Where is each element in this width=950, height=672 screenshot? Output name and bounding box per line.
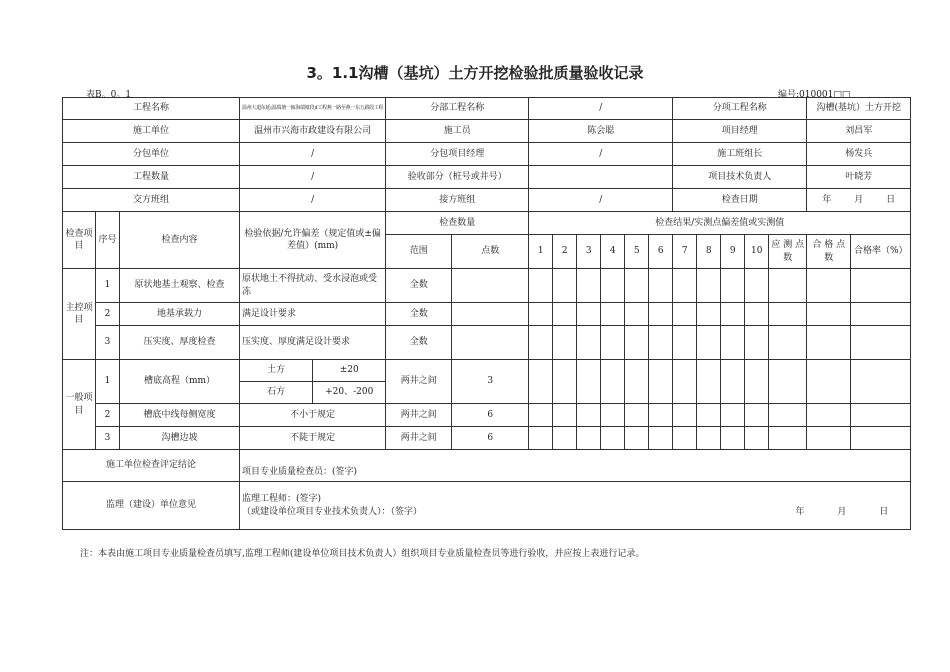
footnote: 注：本表由施工项目专业质量检查员填写,监理工程师(建设单位项目技术负责人）组织项目专业质量检查员等进行验收，并应按上表进行记录。 (80, 549, 645, 559)
col-pass-rate: 合格率（%） (851, 235, 911, 269)
main-row-3-seq: 3 (96, 326, 120, 360)
document-number: 编号:010001□□ (778, 90, 851, 100)
col-item-category: 检查项目 (63, 212, 96, 269)
subitem-label: 分项工程名称 (673, 98, 807, 120)
general-row-1-range: 两井之间 (386, 360, 452, 404)
project-manager-label: 项目经理 (673, 120, 807, 143)
contractor-value: 温州市兴海市政建设有限公司 (240, 120, 386, 143)
main-items-label: 主控项目 (63, 269, 96, 360)
division-value: / (529, 98, 673, 120)
col-qualified-points: 合 格 点 数 (807, 235, 851, 269)
subitem-value: 沟槽(基坑）土方开挖 (807, 98, 911, 120)
col-quantity: 检查数量 (386, 212, 529, 235)
acceptance-part-value (529, 166, 673, 189)
soil-label: 土方 (240, 360, 313, 381)
sub-pm-label: 分包项目经理 (386, 143, 529, 166)
handover-team-value: / (240, 189, 386, 212)
main-row-2-seq: 2 (96, 303, 120, 326)
acceptance-part-label: 验收部分（桩号或井号） (386, 166, 529, 189)
general-row-2-content: 槽底中线每侧宽度 (120, 404, 240, 427)
inspection-date-value: 年 月 日 (807, 189, 911, 212)
supervisor-date: 年 月 日 (795, 506, 889, 517)
supervisor-opinion-cell (240, 482, 911, 530)
col-num-1: 1 (529, 235, 553, 269)
soil-tolerance-cell (240, 360, 386, 382)
general-row-3-basis: 不陡于规定 (240, 427, 386, 450)
general-row-2-seq: 2 (96, 404, 120, 427)
general-row-2-basis: 不小于规定 (240, 404, 386, 427)
rock-value: +20、-200 (325, 387, 374, 398)
general-row-1-seq: 1 (96, 360, 120, 404)
main-row-3-range: 全数 (386, 326, 452, 360)
general-row-1-points: 3 (452, 360, 529, 404)
general-row-3-range: 两井之间 (386, 427, 452, 450)
worker-label: 施工员 (386, 120, 529, 143)
tech-lead-label: 项目技术负责人 (673, 166, 807, 189)
rock-tolerance-cell (240, 382, 386, 404)
main-row-2-content: 地基承载力 (120, 303, 240, 326)
project-name-label: 工程名称 (63, 98, 240, 120)
quantity-label: 工程数量 (63, 166, 240, 189)
project-manager-value: 刘昌军 (807, 120, 911, 143)
team-leader-value: 杨发兵 (807, 143, 911, 166)
general-items-label: 一般项目 (63, 360, 96, 450)
col-results: 检查结果/实测点偏差值或实测值 (529, 212, 911, 235)
col-num-8: 8 (697, 235, 721, 269)
quantity-value: / (240, 166, 386, 189)
form-code: 表B。0。1 (86, 90, 132, 100)
team-leader-label: 施工班组长 (673, 143, 807, 166)
main-row-1-points[interactable] (452, 269, 529, 303)
general-row-2-range: 两井之间 (386, 404, 452, 427)
form-title: 3。1.1沟槽（基坑）土方开挖检验批质量验收记录 (306, 64, 644, 82)
main-row-1-basis: 原状地土不得扰动、受水浸泡或受冻 (240, 269, 386, 303)
col-points: 点数 (452, 235, 529, 269)
col-range: 范围 (386, 235, 452, 269)
supervisor-opinion-label: 监理（建设）单位意见 (63, 482, 240, 530)
col-num-9: 9 (721, 235, 745, 269)
takeover-team-value: / (529, 189, 673, 212)
col-num-2: 2 (553, 235, 577, 269)
col-num-10: 10 (745, 235, 769, 269)
main-row-2-range: 全数 (386, 303, 452, 326)
main-row-1-content: 原状地基土观察、检查 (120, 269, 240, 303)
contractor-conclusion-label: 施工单位检查评定结论 (63, 450, 240, 482)
main-row-3-basis: 压实度、厚度满足设计要求 (240, 326, 386, 360)
main-row-3-content: 压实度、厚度检查 (120, 326, 240, 360)
inspection-date-label: 检查日期 (673, 189, 807, 212)
col-seq: 序号 (96, 212, 120, 269)
col-basis: 检验依据/允许偏差（规定值或±偏差值）(mm) (240, 212, 386, 269)
col-num-6: 6 (649, 235, 673, 269)
general-row-1-content: 槽底高程（mm） (120, 360, 240, 404)
subcontractor-label: 分包单位 (63, 143, 240, 166)
main-row-1-range: 全数 (386, 269, 452, 303)
sub-pm-value: / (529, 143, 673, 166)
main-row-2-points[interactable] (452, 303, 529, 326)
general-row-2-points: 6 (452, 404, 529, 427)
col-num-4: 4 (601, 235, 625, 269)
soil-value: ±20 (339, 365, 359, 376)
division-label: 分部工程名称 (386, 98, 529, 120)
general-row-3-seq: 3 (96, 427, 120, 450)
rock-label: 石方 (240, 382, 313, 403)
col-num-7: 7 (673, 235, 697, 269)
main-row-3-points[interactable] (452, 326, 529, 360)
supervisor-engineer-sign: 监理工程师：(签字) (242, 494, 322, 505)
contractor-label: 施工单位 (63, 120, 240, 143)
col-content: 检查内容 (120, 212, 240, 269)
tech-lead-value: 叶晓芳 (807, 166, 911, 189)
general-row-3-points: 6 (452, 427, 529, 450)
col-should-measure: 应 测 点 数 (769, 235, 807, 269)
main-row-1-seq: 1 (96, 269, 120, 303)
takeover-team-label: 接方班组 (386, 189, 529, 212)
supervisor-alt-sign: （或建设单位项目专业技术负责人）：（签字） (242, 506, 423, 517)
contractor-conclusion-cell (240, 450, 911, 482)
main-row-2-basis: 满足设计要求 (240, 303, 386, 326)
contractor-sign-label: 项目专业质量检查员：(签字) (242, 466, 358, 477)
subcontractor-value: / (240, 143, 386, 166)
project-name-value: 温州大道东延(温瑞塘一瓯海瑞塘段)I工程燕一路至燕一东五路段工程 (240, 98, 386, 120)
general-row-3-content: 沟槽边坡 (120, 427, 240, 450)
inspection-record-table (62, 97, 911, 530)
col-num-3: 3 (577, 235, 601, 269)
worker-value: 陈会聪 (529, 120, 673, 143)
col-num-5: 5 (625, 235, 649, 269)
handover-team-label: 交方班组 (63, 189, 240, 212)
